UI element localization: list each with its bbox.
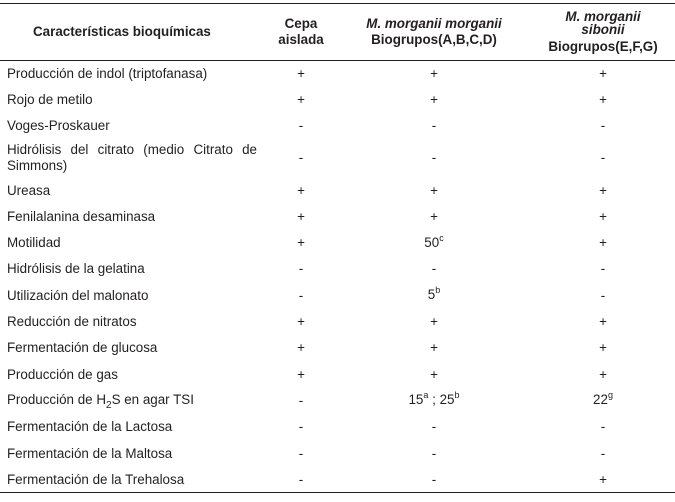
row-label: Producción de gas (7, 366, 118, 382)
cell-isolated: + (297, 208, 305, 224)
row-label: Motilidad (7, 235, 61, 251)
biochemical-characteristics-table (0, 3, 675, 493)
cell-isolated: - (265, 467, 337, 493)
row-label: Hidrólisis del citrato (medio Citrato de Simmons) (7, 142, 257, 174)
cell-morganii: - (431, 150, 437, 166)
cell-sibonii: + (599, 314, 607, 330)
footnote-mark-b: b (454, 390, 460, 401)
cell-isolated: + (297, 235, 305, 251)
row-label: Fenilalanina desaminasa (7, 208, 156, 224)
row-label: Fermentación de la Maltosa (7, 445, 173, 461)
table-row (0, 61, 675, 87)
table-row (0, 388, 675, 414)
header-morganii-sibonii-species: M. morganii (565, 8, 641, 24)
header-morganii-sibonii (531, 4, 675, 61)
cell-isolated: + (297, 314, 305, 330)
cell-sibonii: + (531, 467, 675, 493)
header-morganii-morganii-biogroups: Biogrupos(A,B,C,D) (371, 32, 497, 47)
cell-morganii: - (431, 118, 437, 134)
header-morganii-morganii-species: M. morganii morganii (366, 16, 502, 31)
label-subscript: 2 (106, 399, 112, 411)
cell-morganii: - (431, 261, 437, 277)
cell-morganii: + (430, 340, 438, 356)
table-row (0, 204, 675, 230)
row-label: Rojo de metilo (7, 91, 93, 107)
cell-isolated: - (298, 118, 304, 134)
cell-sibonii: + (599, 340, 607, 356)
table-row (0, 113, 675, 139)
cell-morganii: + (430, 314, 438, 330)
table-row (0, 87, 675, 113)
label-pre: Producción de H (7, 391, 106, 407)
cell-morganii: + (430, 366, 438, 382)
cell-sibonii: - (600, 419, 606, 435)
header-isolated-strain-line1: Cepa (284, 16, 318, 31)
row-label: Voges-Proskauer (7, 118, 110, 134)
cell-sibonii: - (600, 261, 606, 277)
header-morganii-morganii (337, 4, 531, 61)
header-morganii-sibonii-subspecies: sibonii (581, 21, 625, 37)
table-row (0, 335, 675, 361)
footnote-mark: b (435, 285, 441, 296)
row-label: Fermentación de glucosa (7, 340, 158, 356)
row-label: Utilización del malonato (7, 287, 149, 303)
cell-sibonii: - (600, 287, 606, 303)
cell-morganii: + (430, 65, 438, 81)
table-row (0, 177, 675, 203)
table-row (0, 230, 675, 256)
row-label: Fermentación de la Lactosa (7, 419, 173, 435)
footnote-mark: c (439, 232, 444, 243)
footnote-mark-a: a (423, 390, 429, 401)
header-characteristics: Características bioquímicas (0, 4, 265, 61)
table-row (0, 414, 675, 440)
label-post: S en agar TSI (111, 391, 194, 407)
cell-morganii: + (430, 91, 438, 107)
cell-sibonii: - (600, 445, 606, 461)
table-row (0, 139, 675, 177)
cell-morganii: + (430, 208, 438, 224)
table-row (0, 361, 675, 387)
cell-isolated: - (298, 287, 304, 303)
cell-isolated: + (297, 182, 305, 198)
table-row (0, 309, 675, 335)
table-row (0, 440, 675, 466)
header-isolated-strain-line2: aislada (278, 32, 324, 47)
row-label: Reducción de nitratos (7, 314, 137, 330)
cell-isolated: - (298, 150, 304, 166)
cell-morganii (337, 283, 531, 309)
value-a: 15 (408, 392, 424, 408)
cell-morganii (337, 388, 531, 414)
cell-sibonii (531, 388, 675, 414)
value-b: 25 (439, 392, 455, 408)
cell-isolated: - (298, 419, 304, 435)
cell-isolated: + (297, 91, 305, 107)
cell-isolated: + (297, 65, 305, 81)
value: 5 (427, 287, 436, 303)
cell-sibonii: + (599, 208, 607, 224)
row-label: Hidrólisis de la gelatina (7, 261, 145, 277)
header-row (0, 4, 675, 61)
value: 50 (424, 234, 440, 250)
value: 22 (593, 392, 608, 408)
cell-sibonii: - (600, 118, 606, 134)
cell-morganii: - (337, 467, 531, 493)
row-label: Fermentación de la Trehalosa (0, 467, 265, 493)
cell-isolated: - (298, 392, 304, 408)
table-row (0, 283, 675, 309)
header-isolated-strain (265, 4, 337, 61)
row-label: Producción de indol (triptofanasa) (7, 65, 208, 81)
header-morganii-sibonii-biogroups: Biogrupos(E,F,G) (548, 38, 658, 54)
cell-morganii: - (431, 419, 437, 435)
table-row (0, 467, 675, 493)
cell-isolated: - (298, 445, 304, 461)
cell-morganii: + (430, 182, 438, 198)
cell-sibonii: + (599, 182, 607, 198)
cell-sibonii: + (599, 91, 607, 107)
cell-isolated: + (297, 366, 305, 382)
cell-sibonii: + (599, 65, 607, 81)
row-label (0, 388, 265, 414)
cell-sibonii: + (599, 366, 607, 382)
cell-sibonii: - (600, 150, 606, 166)
value-separator: ; (428, 392, 440, 408)
footnote-mark: g (607, 390, 613, 401)
cell-isolated: - (298, 261, 304, 277)
cell-sibonii: + (599, 235, 607, 251)
cell-morganii: - (431, 445, 437, 461)
table-row (0, 256, 675, 282)
cell-morganii (337, 230, 531, 256)
cell-isolated: + (297, 340, 305, 356)
row-label: Ureasa (7, 182, 51, 198)
